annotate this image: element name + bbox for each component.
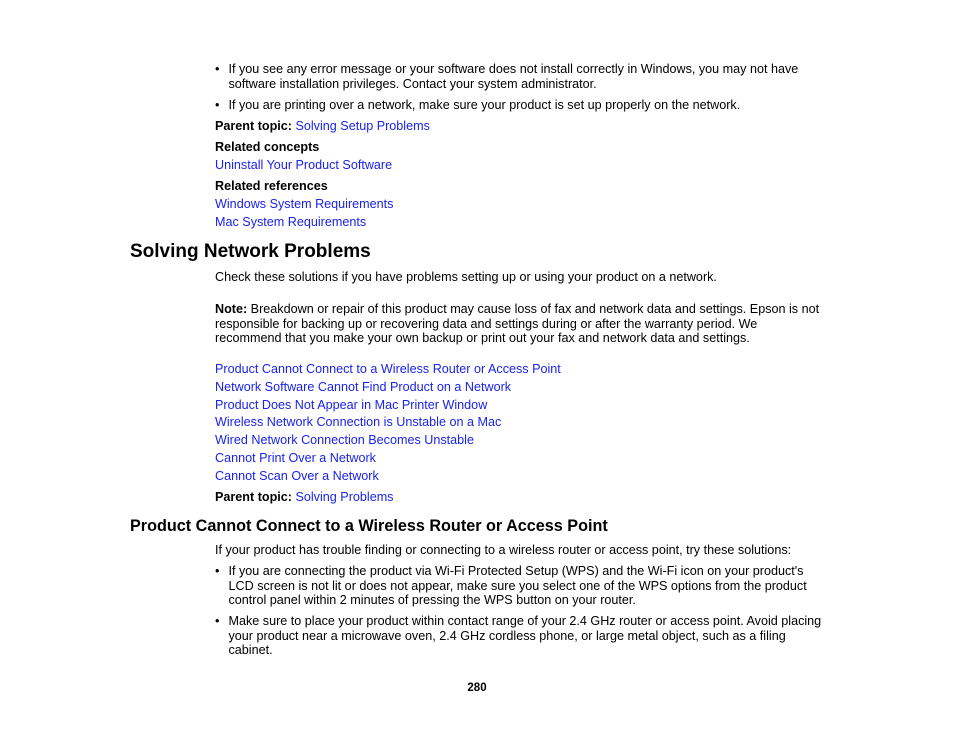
parent-topic-label: Parent topic:: [215, 119, 292, 133]
parent-topic-line: [215, 490, 835, 505]
bullet-marker: •: [215, 614, 220, 628]
note-paragraph: [215, 302, 827, 346]
link-solving-setup-problems[interactable]: Solving Setup Problems: [295, 119, 430, 133]
note-text: Breakdown or repair of this product may cause loss of fax and network data and settings. Epson is not responsible for backing up or recovering data and settings during or after the warranty period. We recommend that you make your own backup or print out your fax and network data and settings.: [215, 302, 820, 346]
link-wireless-unstable-mac[interactable]: Wireless Network Connection is Unstable on a Mac: [215, 415, 502, 429]
link-cannot-scan-over-network[interactable]: Cannot Scan Over a Network: [215, 469, 379, 483]
section-title-network-problems: Solving Network Problems: [130, 241, 371, 262]
bullet-marker: •: [215, 564, 220, 578]
link-product-cannot-connect[interactable]: Product Cannot Connect to a Wireless Router or Access Point: [215, 362, 561, 376]
bullet-text: Make sure to place your product within contact range of your 2.4 GHz router or access point. Avoid placing your product near a microwave oven, 2.4 GHz cordless phone, or large metal object, such as a filing cabinet.: [228, 614, 822, 658]
link-product-not-in-mac-window[interactable]: Product Does Not Appear in Mac Printer Window: [215, 398, 488, 412]
link-windows-system-requirements[interactable]: Windows System Requirements: [215, 197, 394, 211]
parent-topic-line: [215, 119, 835, 134]
section-intro: Check these solutions if you have problems setting up or using your product on a network.: [215, 270, 717, 284]
related-concepts-heading: Related concepts: [215, 140, 320, 154]
bullet-text: If you are connecting the product via Wi-Fi Protected Setup (WPS) and the Wi-Fi icon on your product's LCD screen is not lit or does not appear, make sure you select one of the WPS options from the product control panel within 2 minutes of pressing the WPS button on your router.: [228, 564, 807, 608]
link-uninstall-product-software[interactable]: Uninstall Your Product Software: [215, 158, 393, 172]
page-number: 280: [467, 682, 487, 694]
link-solving-problems[interactable]: Solving Problems: [295, 490, 394, 504]
bullet-text: If you see any error message or your software does not install correctly in Windows, you may not have software installation privileges. Contact your system administrator.: [228, 62, 799, 91]
link-cannot-print-over-network[interactable]: Cannot Print Over a Network: [215, 451, 376, 465]
bullet-marker: •: [215, 98, 220, 112]
section-title-cannot-connect: Product Cannot Connect to a Wireless Router or Access Point: [130, 517, 608, 535]
link-mac-system-requirements[interactable]: Mac System Requirements: [215, 215, 367, 229]
link-network-software-cannot-find[interactable]: Network Software Cannot Find Product on a Network: [215, 380, 512, 394]
parent-topic-label: Parent topic:: [215, 490, 292, 504]
bullet-item: [215, 564, 827, 608]
link-wired-connection-unstable[interactable]: Wired Network Connection Becomes Unstable: [215, 433, 474, 447]
bullet-item: [215, 614, 827, 658]
related-references-heading: Related references: [215, 179, 328, 193]
bullet-text: If you are printing over a network, make sure your product is set up properly on the network.: [228, 98, 741, 112]
bullet-marker: •: [215, 62, 220, 76]
note-label: Note:: [215, 302, 248, 316]
bullet-item: [215, 98, 827, 113]
bullet-item: [215, 62, 827, 91]
section-intro: If your product has trouble finding or connecting to a wireless router or access point, try these solutions:: [215, 543, 792, 557]
